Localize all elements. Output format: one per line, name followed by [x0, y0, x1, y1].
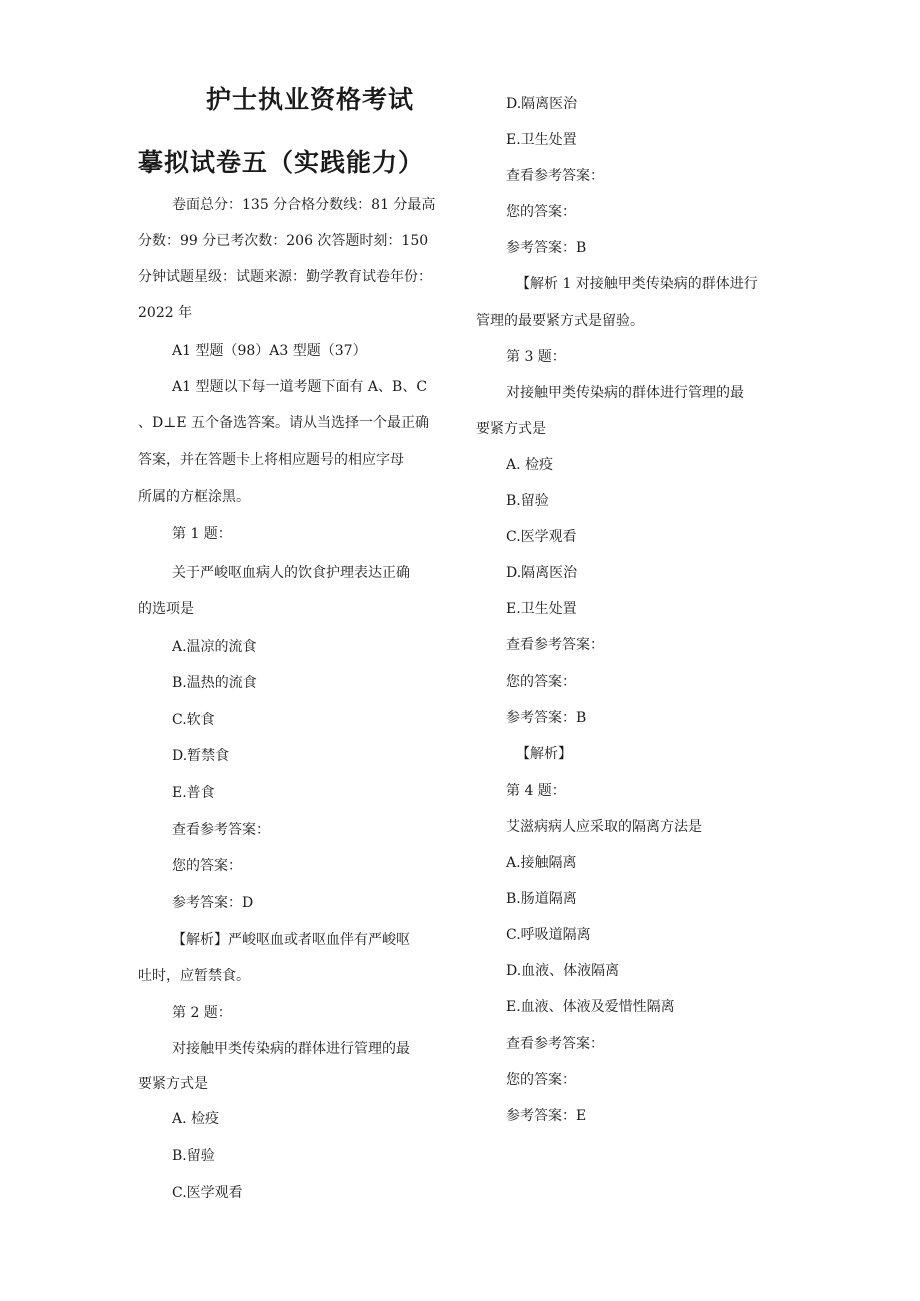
q2-your-answer: 您的答案： [506, 204, 576, 220]
q1-option-e: E.普食 [172, 785, 215, 801]
q4-view-answer: 查看参考答案： [506, 1036, 604, 1052]
q4-option-e: E.血液、体液及爱惜性隔离 [506, 999, 675, 1015]
q1-analysis-1: 【解析】严峻呕血或者呕血伴有严峻呕 [172, 932, 410, 948]
q1-reference-answer: 参考答案：D [172, 895, 254, 911]
q2-option-c: C.医学观看 [172, 1185, 243, 1201]
q3-option-a: A. 检疫 [506, 457, 554, 473]
q4-number: 第 4 题： [506, 783, 566, 799]
q2-analysis-2: 管理的最要紧方式是留验。 [476, 313, 644, 329]
exam-subtitle: 摹拟试卷五（实践能力） [138, 148, 425, 177]
q1-analysis-2: 吐时，应暂禁食。 [138, 968, 250, 984]
q2-stem-1: 对接触甲类传染病的群体进行管理的最 [172, 1041, 410, 1057]
q4-your-answer: 您的答案： [506, 1072, 576, 1088]
q4-option-c: C.呼吸道隔离 [506, 927, 591, 943]
q4-stem: 艾滋病病人应采取的隔离方法是 [506, 819, 702, 835]
q3-option-b: B.留验 [506, 493, 549, 509]
meta-line-3: 分钟试题星级：试题来源：勤学教育试卷年份： [138, 269, 432, 285]
q2-option-e: E.卫生处置 [506, 132, 577, 148]
q1-option-b: B.温热的流食 [172, 675, 257, 691]
q1-number: 第 1 题： [172, 526, 232, 542]
meta-line-4: 2022 年 [138, 305, 193, 321]
q2-stem-2: 要紧方式是 [138, 1076, 208, 1092]
section-summary: A1 型题（98）A3 型题（37） [172, 343, 367, 359]
q4-reference-answer: 参考答案：E [506, 1108, 587, 1124]
q3-view-answer: 查看参考答案： [506, 637, 604, 653]
q2-option-b: B.留验 [172, 1148, 215, 1164]
q3-option-d: D.隔离医治 [506, 565, 578, 581]
q2-option-a: A. 检疫 [172, 1111, 220, 1127]
instruction-line-2: 、D⊥E 五个备选答案。请从当选择一个最正确 [138, 415, 430, 431]
q2-number: 第 2 题： [172, 1005, 232, 1021]
q3-option-e: E.卫生处置 [506, 601, 577, 617]
q4-option-b: B.肠道隔离 [506, 891, 577, 907]
q3-number: 第 3 题： [506, 349, 566, 365]
q3-stem-1: 对接触甲类传染病的群体进行管理的最 [506, 385, 744, 401]
meta-line-2: 分数：99 分已考次数：206 次答题时刻：150 [138, 233, 429, 249]
exam-title: 护士执业资格考试 [206, 85, 415, 114]
q2-view-answer: 查看参考答案： [506, 168, 604, 184]
q1-option-d: D.暂禁食 [172, 748, 230, 764]
q1-your-answer: 您的答案： [172, 858, 242, 874]
q4-option-d: D.血液、体液隔离 [506, 963, 620, 979]
q3-option-c: C.医学观看 [506, 529, 577, 545]
q1-stem-2: 的选项是 [138, 601, 194, 617]
q2-analysis-1: 【解析 1 对接触甲类传染病的群体进行 [516, 276, 758, 292]
instruction-line-1: A1 型题以下每一道考题下面有 A、B、C [172, 379, 428, 395]
q1-view-answer: 查看参考答案： [172, 822, 270, 838]
q3-reference-answer: 参考答案：B [506, 710, 587, 726]
q3-your-answer: 您的答案： [506, 674, 576, 690]
meta-line-1: 卷面总分：135 分合格分数线：81 分最高 [172, 197, 436, 213]
instruction-line-3: 答案，并在答题卡上将相应题号的相应字母 [138, 452, 404, 468]
q1-option-c: C.软食 [172, 712, 215, 728]
q3-analysis: 【解析】 [516, 746, 572, 762]
q2-reference-answer: 参考答案：B [506, 240, 587, 256]
q1-stem-1: 关于严峻呕血病人的饮食护理表达正确 [172, 565, 410, 581]
q3-stem-2: 要紧方式是 [476, 421, 546, 437]
q1-option-a: A.温凉的流食 [172, 639, 257, 655]
q4-option-a: A.接触隔离 [506, 855, 577, 871]
q2-option-d: D.隔离医治 [506, 96, 578, 112]
instruction-line-4: 所属的方框涂黑。 [138, 489, 250, 505]
